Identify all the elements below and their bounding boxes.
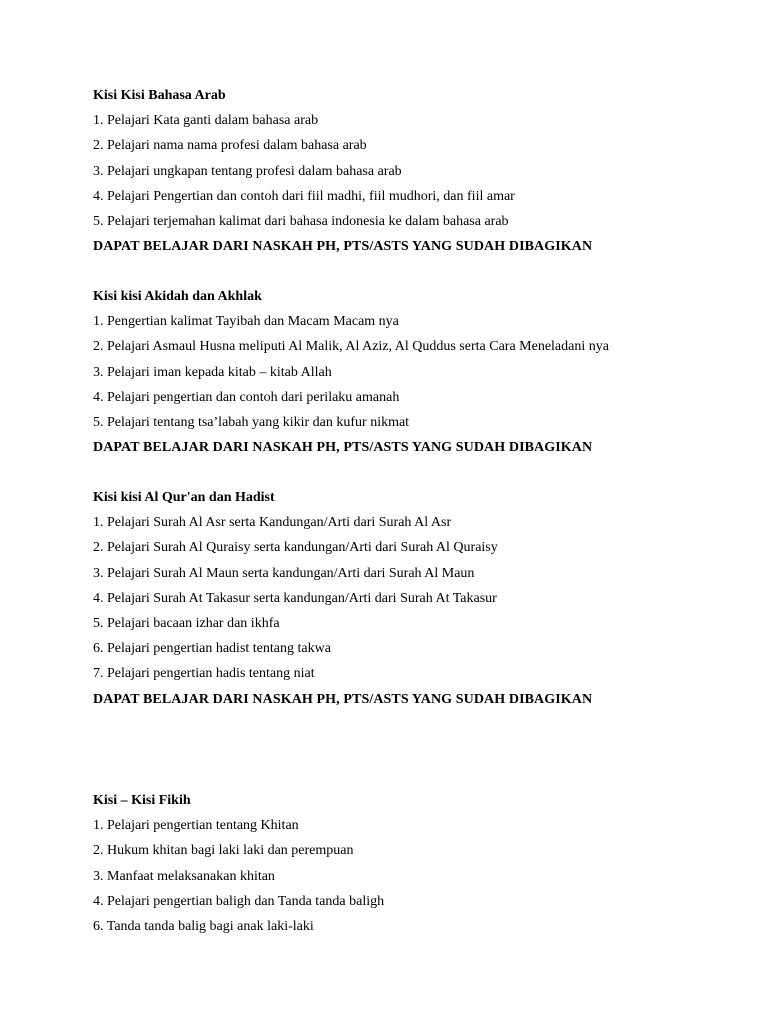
item-list xyxy=(93,514,728,683)
item-list xyxy=(93,313,728,432)
section-quran-hadist xyxy=(93,489,728,709)
list-item: 1. Pelajari Kata ganti dalam bahasa arab xyxy=(93,113,319,129)
list-item: 2. Pelajari Asmaul Husna meliputi Al Malik, Al Aziz, Al Quddus serta Cara Meneladani nya xyxy=(93,339,609,355)
list-item: 4. Pelajari Pengertian dan contoh dari fiil madhi, fiil mudhori, dan fiil amar xyxy=(93,188,515,204)
section-title: Kisi kisi Akidah dan Akhlak xyxy=(93,289,262,304)
list-item: 5. Pelajari tentang tsa’labah yang kikir dan kufur nikmat xyxy=(93,414,410,430)
list-item: 4. Pelajari Surah At Takasur serta kandungan/Arti dari Surah At Takasur xyxy=(93,590,497,606)
list-item: 4. Pelajari pengertian baligh dan Tanda tanda baligh xyxy=(93,893,385,909)
section-title: Kisi – Kisi Fikih xyxy=(93,793,191,808)
section-bahasa-arab xyxy=(93,87,728,256)
list-item: 3. Manfaat melaksanakan khitan xyxy=(93,868,275,884)
study-note: DAPAT BELAJAR DARI NASKAH PH, PTS/ASTS YANG SUDAH DIBAGIKAN xyxy=(93,691,593,707)
list-item: 1. Pelajari pengertian tentang Khitan xyxy=(93,818,299,834)
section-akidah-akhlak xyxy=(93,288,728,457)
list-item: 3. Pelajari Surah Al Maun serta kandungan/Arti dari Surah Al Maun xyxy=(93,565,475,581)
list-item: 7. Pelajari pengertian hadis tentang niat xyxy=(93,666,315,682)
list-item: 2. Hukum khitan bagi laki laki dan perempuan xyxy=(93,843,354,859)
section-fikih xyxy=(93,792,728,943)
list-item: 2. Pelajari nama nama profesi dalam bahasa arab xyxy=(93,138,367,154)
list-item: 1. Pelajari Surah Al Asr serta Kandungan/Arti dari Surah Al Asr xyxy=(93,515,452,531)
list-item: 5. Pelajari bacaan izhar dan ikhfa xyxy=(93,615,280,631)
item-list xyxy=(93,817,728,936)
section-title: Kisi Kisi Bahasa Arab xyxy=(93,88,226,103)
study-note: DAPAT BELAJAR DARI NASKAH PH, PTS/ASTS YANG SUDAH DIBAGIKAN xyxy=(93,239,593,255)
list-item: 2. Pelajari Surah Al Quraisy serta kandungan/Arti dari Surah Al Quraisy xyxy=(93,540,498,556)
study-note: DAPAT BELAJAR DARI NASKAH PH, PTS/ASTS YANG SUDAH DIBAGIKAN xyxy=(93,440,593,456)
item-list xyxy=(93,112,728,231)
list-item: 1. Pengertian kalimat Tayibah dan Macam Macam nya xyxy=(93,314,399,330)
list-item: 5. Pelajari terjemahan kalimat dari bahasa indonesia ke dalam bahasa arab xyxy=(93,213,509,229)
section-title: Kisi kisi Al Qur'an dan Hadist xyxy=(93,490,275,505)
list-item: 3. Pelajari ungkapan tentang profesi dalam bahasa arab xyxy=(93,163,402,179)
list-item: 3. Pelajari iman kepada kitab – kitab Allah xyxy=(93,364,332,380)
list-item: 6. Tanda tanda balig bagi anak laki-laki xyxy=(93,918,314,934)
list-item: 6. Pelajari pengertian hadist tentang takwa xyxy=(93,641,331,657)
list-item: 4. Pelajari pengertian dan contoh dari perilaku amanah xyxy=(93,389,400,405)
